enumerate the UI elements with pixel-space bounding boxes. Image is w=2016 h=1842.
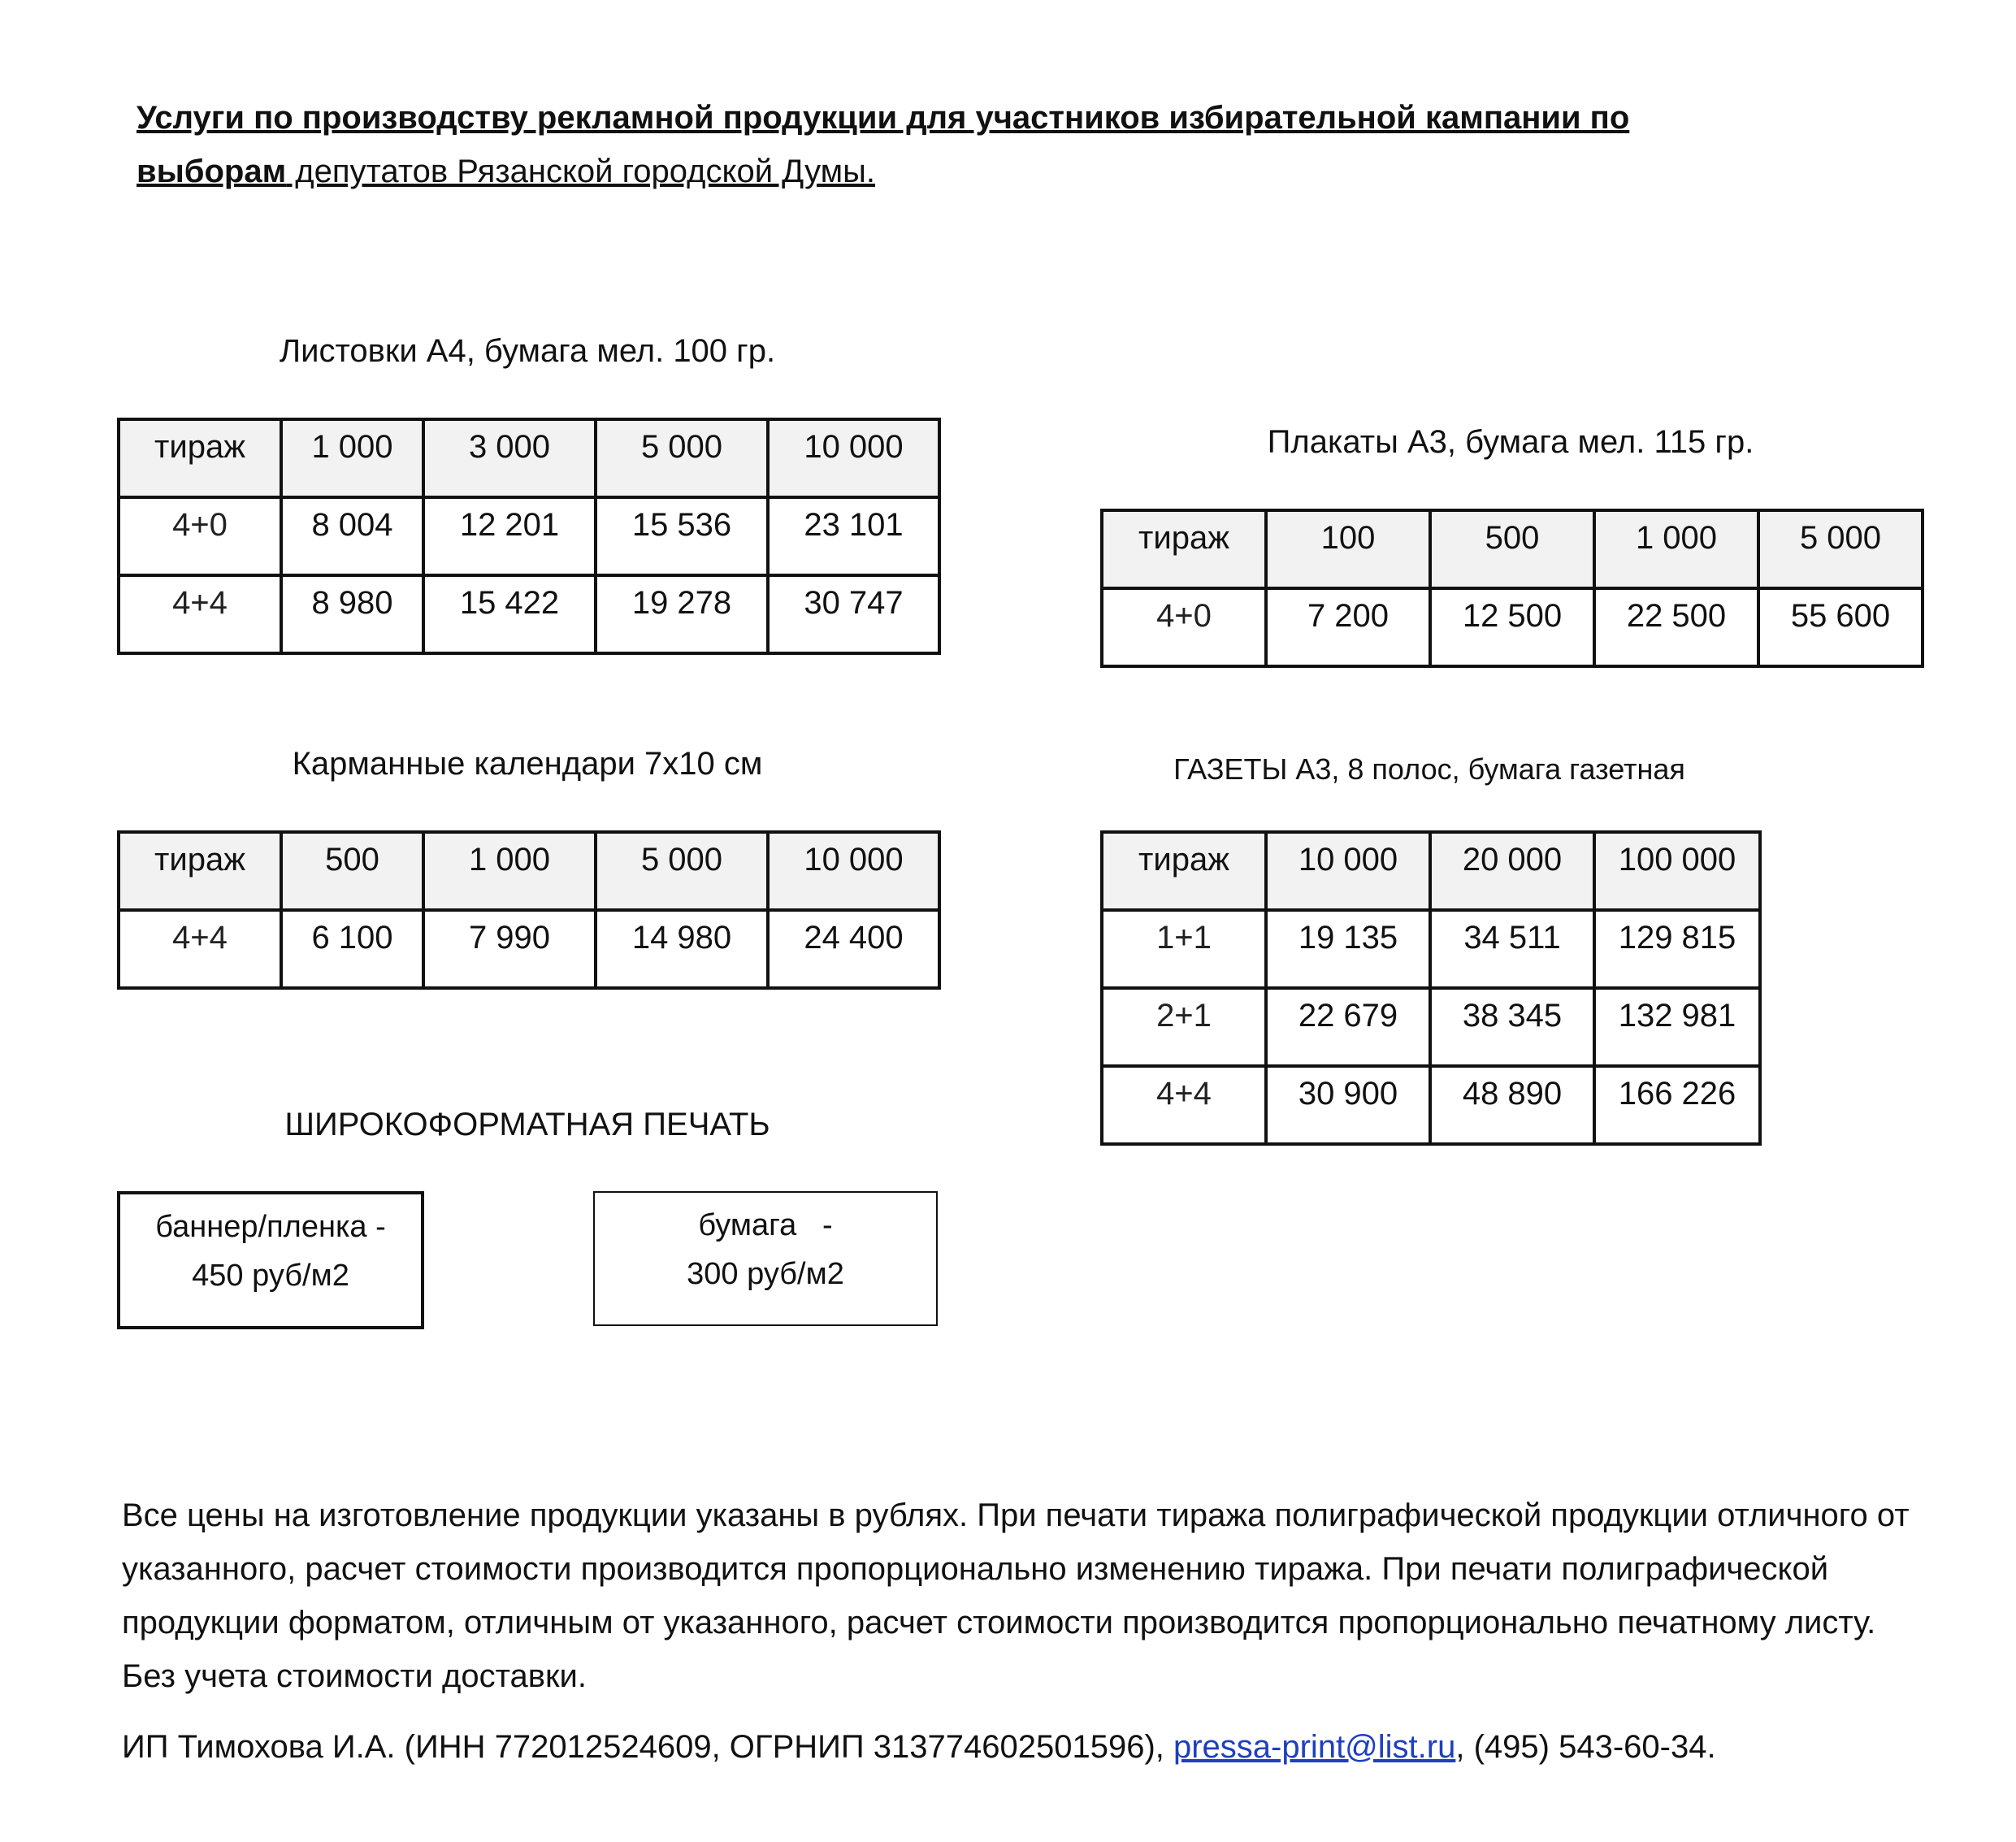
table-row xyxy=(1102,910,1760,988)
header-cell: 100 000 xyxy=(1594,832,1760,910)
header-cell: 10 000 xyxy=(1266,832,1430,910)
row-label: 4+4 xyxy=(119,910,281,988)
price-cell: 15 536 xyxy=(596,497,768,575)
price-cell: 12 500 xyxy=(1430,588,1594,666)
price-cell: 8 004 xyxy=(281,497,423,575)
header-cell: 5 000 xyxy=(596,832,768,910)
header-cell: 100 xyxy=(1266,510,1430,588)
header-cell: 500 xyxy=(281,832,423,910)
row-label: 2+1 xyxy=(1102,988,1266,1066)
banner-label: баннер/пленка - xyxy=(155,1210,386,1244)
table-row xyxy=(119,575,939,653)
price-cell: 34 511 xyxy=(1430,910,1594,988)
table-row xyxy=(119,497,939,575)
price-cell: 22 679 xyxy=(1266,988,1430,1066)
price-cell: 132 981 xyxy=(1594,988,1760,1066)
row-label: 4+0 xyxy=(1102,588,1266,666)
header-cell: тираж xyxy=(119,419,281,497)
table-header-row xyxy=(1102,832,1760,910)
table-row xyxy=(1102,1066,1760,1144)
price-cell: 38 345 xyxy=(1430,988,1594,1066)
price-cell: 22 500 xyxy=(1594,588,1758,666)
table-row xyxy=(1102,588,1923,666)
price-cell: 30 900 xyxy=(1266,1066,1430,1144)
header-part1: Услуги по производству рекламной продукции для участников избирательной кампании по xyxy=(137,100,1630,136)
header-cell: 10 000 xyxy=(768,832,939,910)
phone-number: , (495) 543-60-34. xyxy=(1455,1729,1716,1765)
email-link[interactable]: pressa-print@list.ru xyxy=(1173,1729,1456,1765)
price-cell: 30 747 xyxy=(768,575,939,653)
header-part3: депутатов Рязанской городской Думы. xyxy=(286,154,876,189)
table-header-row xyxy=(119,832,939,910)
leaflets-table xyxy=(117,418,941,655)
table-row xyxy=(1102,988,1760,1066)
calendars-title: Карманные календари 7х10 см xyxy=(292,746,763,782)
calendars-table xyxy=(117,830,941,990)
table-row xyxy=(119,910,939,988)
header-cell: 500 xyxy=(1430,510,1594,588)
price-cell: 12 201 xyxy=(423,497,596,575)
price-cell: 24 400 xyxy=(768,910,939,988)
header-cell: 20 000 xyxy=(1430,832,1594,910)
price-cell: 6 100 xyxy=(281,910,423,988)
row-label: 4+4 xyxy=(119,575,281,653)
newspapers-table xyxy=(1100,830,1762,1146)
posters-table xyxy=(1100,509,1924,668)
price-cell: 8 980 xyxy=(281,575,423,653)
paper-price-box xyxy=(593,1191,938,1326)
paper-label: бумага - xyxy=(698,1208,833,1242)
price-cell: 14 980 xyxy=(596,910,768,988)
posters-title: Плакаты А3, бумага мел. 115 гр. xyxy=(1267,424,1754,460)
price-cell: 129 815 xyxy=(1594,910,1760,988)
company-info: ИП Тимохова И.А. (ИНН 772012524609, ОГРНИП 313774602501596), xyxy=(122,1729,1173,1765)
price-cell: 7 200 xyxy=(1266,588,1430,666)
header-cell: тираж xyxy=(119,832,281,910)
newspapers-title: ГАЗЕТЫ А3, 8 полос, бумага газетная xyxy=(1173,752,1685,786)
price-cell: 15 422 xyxy=(423,575,596,653)
leaflets-title: Листовки А4, бумага мел. 100 гр. xyxy=(279,333,776,369)
header-cell: 3 000 xyxy=(423,419,596,497)
header-cell: тираж xyxy=(1102,832,1266,910)
row-label: 4+0 xyxy=(119,497,281,575)
header-cell: 1 000 xyxy=(281,419,423,497)
price-cell: 48 890 xyxy=(1430,1066,1594,1144)
price-cell: 55 600 xyxy=(1758,588,1923,666)
table-header-row xyxy=(119,419,939,497)
price-cell: 19 135 xyxy=(1266,910,1430,988)
wide-format-title: ШИРОКОФОРМАТНАЯ ПЕЧАТЬ xyxy=(284,1107,770,1142)
row-label: 1+1 xyxy=(1102,910,1266,988)
header-cell: 10 000 xyxy=(768,419,939,497)
header-cell: 5 000 xyxy=(1758,510,1923,588)
paper-price: 300 руб/м2 xyxy=(687,1257,844,1291)
price-cell: 7 990 xyxy=(423,910,596,988)
banner-price: 450 руб/м2 xyxy=(192,1259,349,1293)
price-cell: 166 226 xyxy=(1594,1066,1760,1144)
header-cell: 1 000 xyxy=(423,832,596,910)
header-cell: 5 000 xyxy=(596,419,768,497)
price-cell: 23 101 xyxy=(768,497,939,575)
price-cell: 19 278 xyxy=(596,575,768,653)
header-cell: 1 000 xyxy=(1594,510,1758,588)
pricing-notes: Все цены на изготовление продукции указаны в рублях. При печати тиража полиграфической продукции отличного от указанного, расчет стоимости производится пропорционально изменению тиража. При печати полиграфической продукции форматом, отличным от указанного, расчет стоимости производится пропорционально печатному листу. Без учета стоимости доставки. xyxy=(122,1497,1910,1694)
header-cell: тираж xyxy=(1102,510,1266,588)
banner-price-box xyxy=(117,1191,424,1329)
contact-footer xyxy=(122,1729,1716,1766)
header-part2: выборам xyxy=(137,154,287,189)
row-label: 4+4 xyxy=(1102,1066,1266,1144)
page-header xyxy=(137,91,1680,198)
table-header-row xyxy=(1102,510,1923,588)
